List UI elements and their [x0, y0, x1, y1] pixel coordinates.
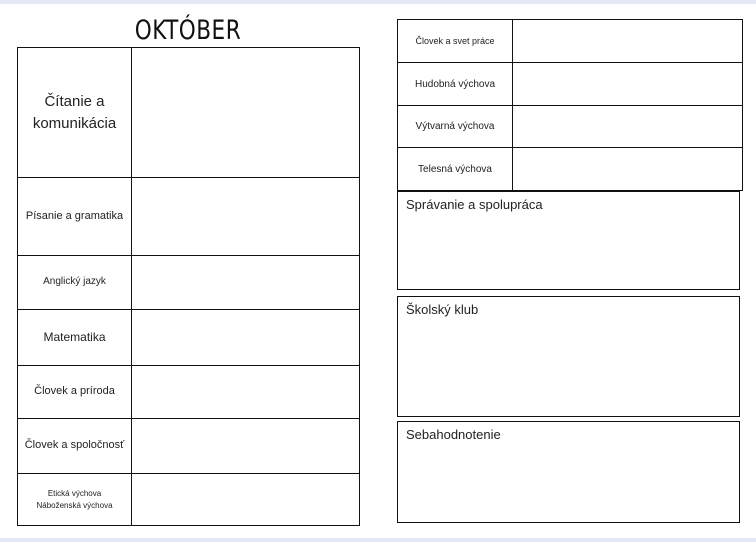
behavior-box[interactable]: [397, 191, 740, 290]
subject-label: Výtvarná výchova: [398, 106, 513, 148]
table-row: [18, 256, 360, 310]
subject-label: Hudobná výchova: [398, 63, 513, 106]
table-row: [398, 63, 743, 106]
table-row: [18, 366, 360, 419]
club-box[interactable]: [397, 296, 740, 417]
report-sheet: [0, 4, 756, 538]
evaluation-cell[interactable]: [132, 310, 360, 366]
evaluation-cell[interactable]: [513, 148, 743, 191]
subject-label: Etická výchova: [47, 488, 102, 498]
table-row: [18, 419, 360, 474]
self-evaluation-label: Sebahodnotenie: [406, 427, 501, 442]
evaluation-cell[interactable]: [132, 419, 360, 474]
table-row: [398, 148, 743, 191]
table-row: [18, 474, 360, 526]
table-row: [18, 310, 360, 366]
subject-label: Matematika: [18, 310, 132, 366]
subject-label: Človek a svet práce: [398, 20, 513, 63]
subject-label: Človek a spoločnosť: [18, 419, 132, 474]
evaluation-cell[interactable]: [132, 474, 360, 526]
evaluation-cell[interactable]: [513, 106, 743, 148]
table-row: [398, 106, 743, 148]
self-evaluation-box[interactable]: [397, 421, 740, 523]
club-label: Školský klub: [406, 302, 479, 317]
bottom-band: [0, 538, 756, 542]
table-row: [18, 178, 360, 256]
subject-label: Čítanie a komunikácia: [18, 48, 132, 178]
subject-label: Náboženská výchova: [36, 500, 113, 510]
subject-label: Človek a príroda: [18, 366, 132, 419]
right-subjects-table: [397, 19, 743, 191]
evaluation-cell[interactable]: [132, 178, 360, 256]
subject-label-pair: [18, 474, 132, 526]
evaluation-cell[interactable]: [513, 20, 743, 63]
evaluation-cell[interactable]: [513, 63, 743, 106]
subject-label: Telesná výchova: [398, 148, 513, 191]
subject-label: Písanie a gramatika: [18, 178, 132, 256]
evaluation-cell[interactable]: [132, 48, 360, 178]
behavior-label: Správanie a spolupráca: [406, 197, 543, 212]
evaluation-cell[interactable]: [132, 366, 360, 419]
subjects-table: [17, 47, 360, 526]
subject-label: Anglický jazyk: [18, 256, 132, 310]
table-row: [18, 48, 360, 178]
page-title: OKTÓBER: [134, 14, 242, 46]
evaluation-cell[interactable]: [132, 256, 360, 310]
table-row: [398, 20, 743, 63]
